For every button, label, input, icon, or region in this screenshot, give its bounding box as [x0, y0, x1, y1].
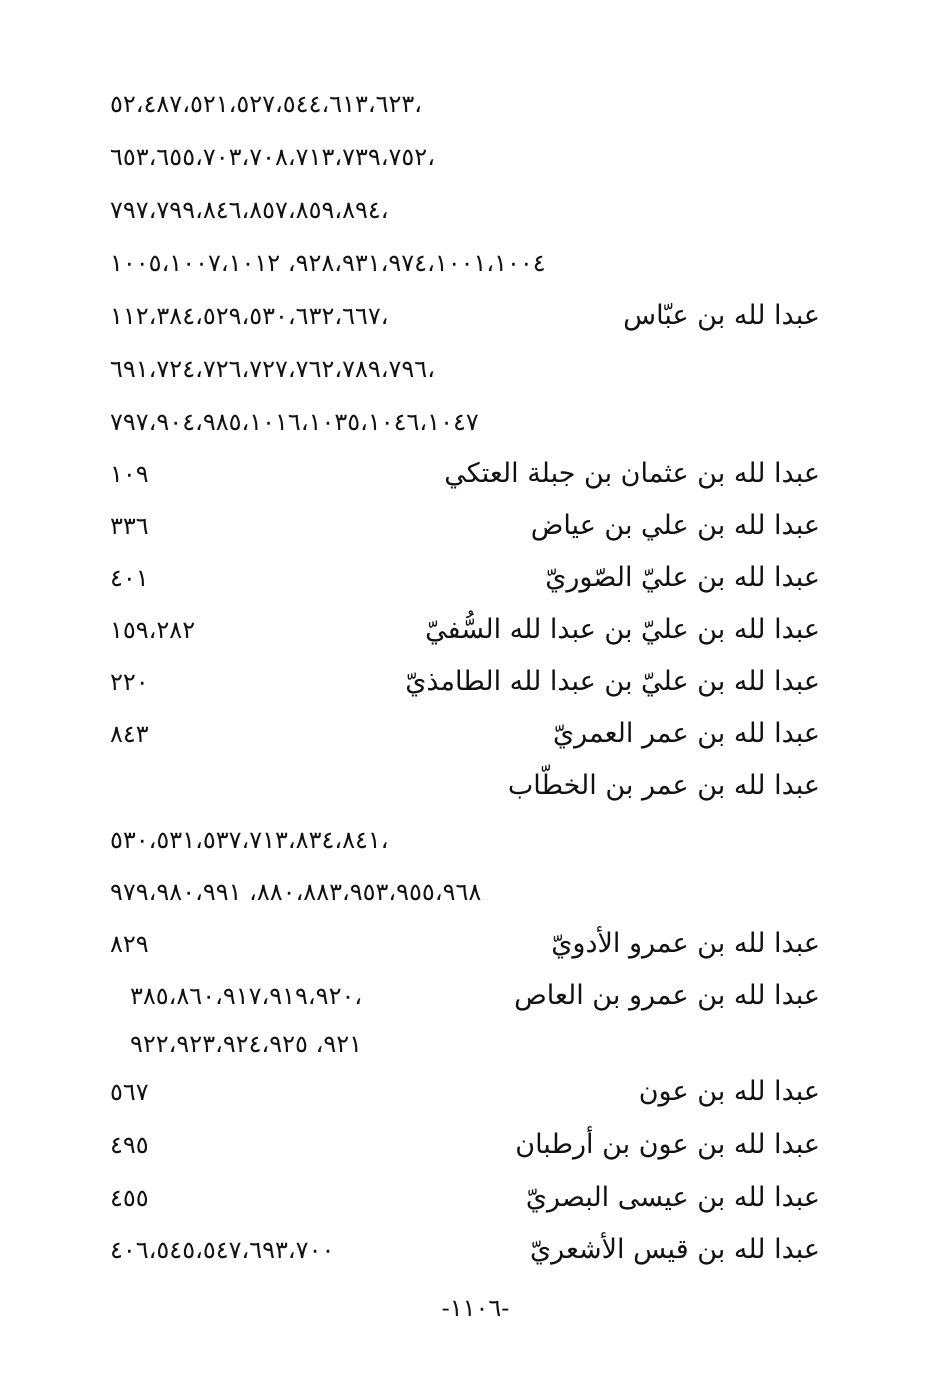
- page-references: ٢٢٠: [110, 668, 149, 696]
- person-name: عبدا لله بن عثمان بن جبلة العتكي: [444, 458, 820, 489]
- index-line: [110, 714, 820, 754]
- page-references: ٤٠١: [110, 564, 149, 592]
- index-line: [110, 766, 820, 806]
- page-references: ٧٩٧،٩٠٤،٩٨٥،١٠١٦،١٠٣٥،١٠٤٦،١٠٤٧: [110, 408, 479, 436]
- page-references: ٩٢٨،٩٣١،٩٧٤،١٠٠١،١٠٠٤، ١٠٠٥،١٠٠٧،١٠١٢: [110, 249, 546, 277]
- index-line: [110, 1178, 820, 1218]
- person-name: عبدا لله بن عمر العمريّ: [553, 718, 820, 749]
- page-references: ٩٢١، ٩٢٢،٩٢٣،٩٢٤،٩٢٥: [130, 1030, 362, 1058]
- index-line: [110, 872, 820, 912]
- index-line: [110, 976, 820, 1016]
- index-line: [110, 190, 820, 230]
- page-references: ٤٩٥: [110, 1131, 149, 1159]
- page-references: ٨٢٩: [110, 930, 149, 958]
- person-name: عبدا لله بن عون بن أرطبان: [515, 1129, 820, 1160]
- page-references: ٦٩١،٧٢٤،٧٢٦،٧٢٧،٧٦٢،٧٨٩،٧٩٦،: [110, 355, 435, 383]
- index-line: [110, 1125, 820, 1165]
- page-references: ١٠٩: [110, 460, 149, 488]
- page-references: ٣٣٦: [110, 512, 149, 540]
- person-name: عبدا لله بن عمرو الأدويّ: [551, 928, 820, 959]
- index-line: [110, 1072, 820, 1112]
- page-references: ٥٦٧: [110, 1078, 149, 1106]
- page-references: ٥٣٠،٥٣١،٥٣٧،٧١٣،٨٣٤،٨٤١،: [110, 826, 389, 854]
- index-line: [110, 558, 820, 598]
- page-references: ٨٤٣: [110, 720, 149, 748]
- page-number: -١١٠٦-: [441, 1294, 510, 1322]
- index-line: [110, 454, 820, 494]
- index-line: [110, 610, 820, 650]
- person-name: عبدا لله بن عبّاس: [623, 300, 820, 331]
- index-line: [110, 349, 820, 389]
- index-line: [110, 243, 820, 283]
- index-line: [110, 662, 820, 702]
- person-name: عبدا لله بن عليّ الصّوريّ: [545, 562, 820, 593]
- index-line: [110, 137, 820, 177]
- person-name: عبدا لله بن قيس الأشعريّ: [529, 1234, 820, 1265]
- person-name: عبدا لله بن عيسى البصريّ: [525, 1182, 820, 1213]
- page-references: ٧٩٧،٧٩٩،٨٤٦،٨٥٧،٨٥٩،٨٩٤،: [110, 196, 389, 224]
- page-references: ٤٥٥: [110, 1184, 149, 1212]
- page-references: ٣٨٥،٨٦٠،٩١٧،٩١٩،٩٢٠،: [130, 982, 363, 1010]
- index-line: [110, 924, 820, 964]
- person-name: عبدا لله بن عمرو بن العاص: [514, 980, 820, 1011]
- page-references: ٦٥٣،٦٥٥،٧٠٣،٧٠٨،٧١٣،٧٣٩،٧٥٢،: [110, 143, 435, 171]
- page-references: ١١٢،٣٨٤،٥٢٩،٥٣٠،٦٣٢،٦٦٧،: [110, 302, 389, 330]
- person-name: عبدا لله بن علي بن عياض: [530, 510, 820, 541]
- person-name: عبدا لله بن عليّ بن عبدا لله السُّفيّ: [425, 614, 820, 645]
- index-line: [110, 402, 820, 442]
- page-references: ١٥٩،٢٨٢: [110, 616, 196, 644]
- page-references: ٤٠٦،٥٤٥،٥٤٧،٦٩٣،٧٠٠: [110, 1236, 335, 1264]
- index-line: [110, 1024, 820, 1064]
- page-references: ٨٨٠،٨٨٣،٩٥٣،٩٥٥،٩٦٨، ٩٧٩،٩٨٠،٩٩١: [110, 878, 482, 906]
- person-name: عبدا لله بن عليّ بن عبدا لله الطامذيّ: [405, 666, 820, 697]
- person-name: عبدا لله بن عمر بن الخطّاب: [507, 770, 820, 801]
- page-references: ٥٢،٤٨٧،٥٢١،٥٢٧،٥٤٤،٦١٣،٦٢٣،: [110, 90, 423, 118]
- index-line: [110, 506, 820, 546]
- index-line: [110, 296, 820, 336]
- index-line: [110, 84, 820, 124]
- index-line: [110, 820, 820, 860]
- index-line: [110, 1230, 820, 1270]
- person-name: عبدا لله بن عون: [638, 1076, 820, 1107]
